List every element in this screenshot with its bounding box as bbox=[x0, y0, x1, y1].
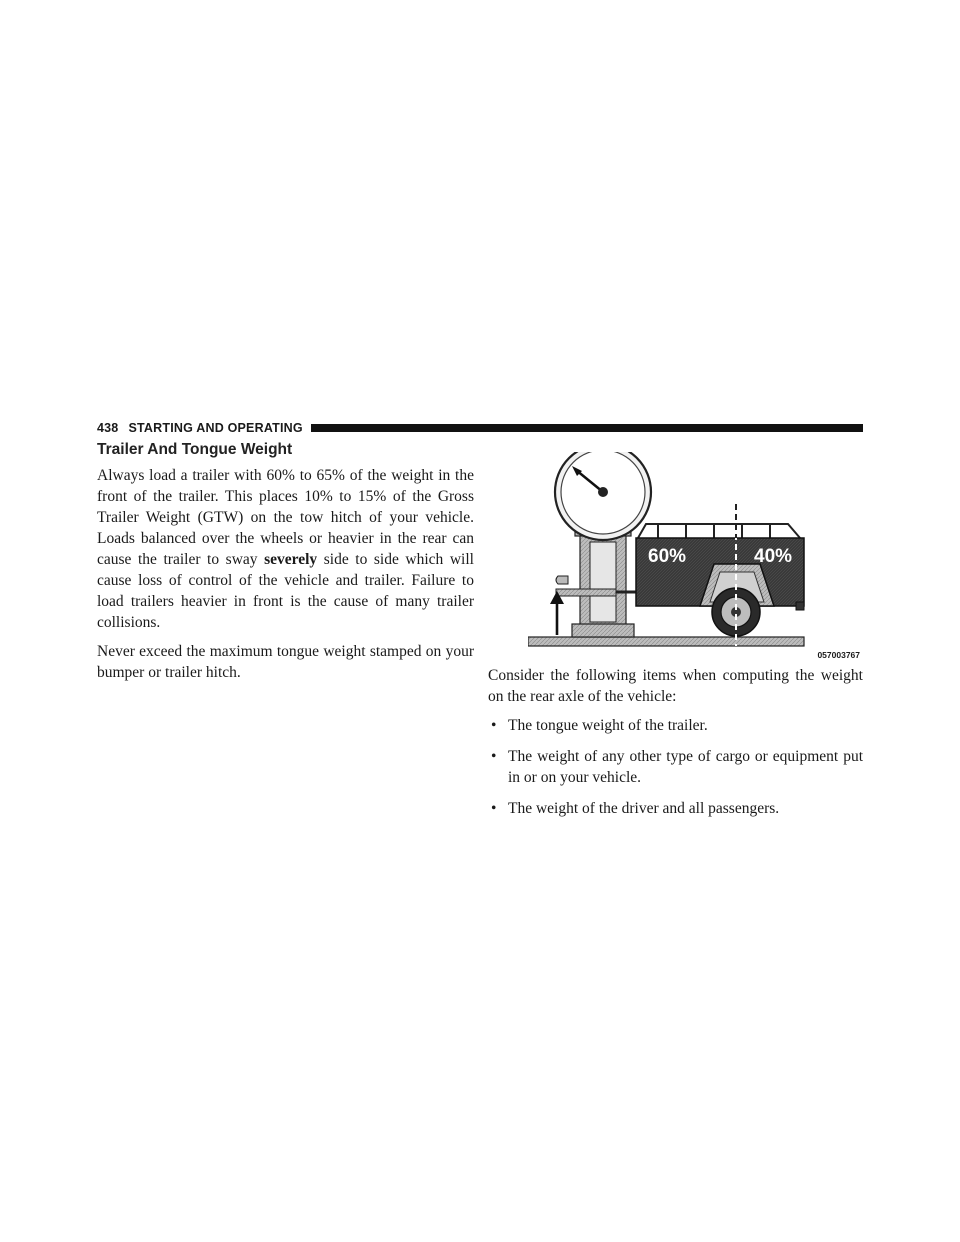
section-heading: Trailer And Tongue Weight bbox=[97, 441, 293, 458]
trailer-scale-drawing bbox=[528, 452, 864, 662]
rear-axle-items bbox=[488, 715, 863, 819]
header-rule bbox=[311, 424, 863, 432]
bullet-icon: • bbox=[491, 748, 497, 765]
bullet-icon: • bbox=[491, 800, 497, 817]
list-item bbox=[488, 715, 863, 736]
list-item-text: The tongue weight of the trailer. bbox=[508, 717, 708, 734]
trailer-rails bbox=[638, 524, 800, 538]
p1-text-b: side to side which will cause loss of control of the vehicle and trailer. Failure to load trailers heavier in front is the cause of many trailer collisions. bbox=[97, 551, 474, 631]
rear-weight-label: 40% bbox=[754, 546, 793, 567]
p1-text-a: Always load a trailer with 60% to 65% of the weight in the front of the trailer. This places 10% to 15% of the Gross Trailer Weight (GTW) on the tow hitch of your vehicle. Loads balanced over the wheels or heavier in the rear can cause the trailer to sway bbox=[97, 467, 474, 568]
bullet-icon: • bbox=[491, 717, 497, 734]
ground-strip bbox=[528, 637, 804, 646]
section-title: STARTING AND OPERATING bbox=[128, 421, 303, 435]
left-column bbox=[97, 441, 474, 691]
page-number: 438 bbox=[97, 421, 119, 435]
front-weight-label: 60% bbox=[648, 546, 687, 567]
list-item-text: The weight of any other type of cargo or equipment put in or on your vehicle. bbox=[508, 748, 863, 786]
list-item-text: The weight of the driver and all passengers. bbox=[508, 800, 780, 817]
paragraph-load-distribution bbox=[97, 465, 474, 633]
rear-axle-intro: Consider the following items when computing the weight on the rear axle of the vehicle: bbox=[488, 667, 863, 705]
list-item bbox=[488, 798, 863, 819]
up-arrow-icon bbox=[550, 591, 564, 635]
paragraph-max-tongue-weight: Never exceed the maximum tongue weight stamped on your bumper or trailer hitch. bbox=[97, 643, 474, 681]
right-column bbox=[488, 665, 863, 829]
figure-code: 057003767 bbox=[817, 650, 860, 660]
p1-emphasis: severely bbox=[264, 551, 318, 568]
page-header bbox=[97, 419, 863, 437]
list-item bbox=[488, 746, 863, 788]
trailer-weight-illustration bbox=[528, 452, 864, 662]
